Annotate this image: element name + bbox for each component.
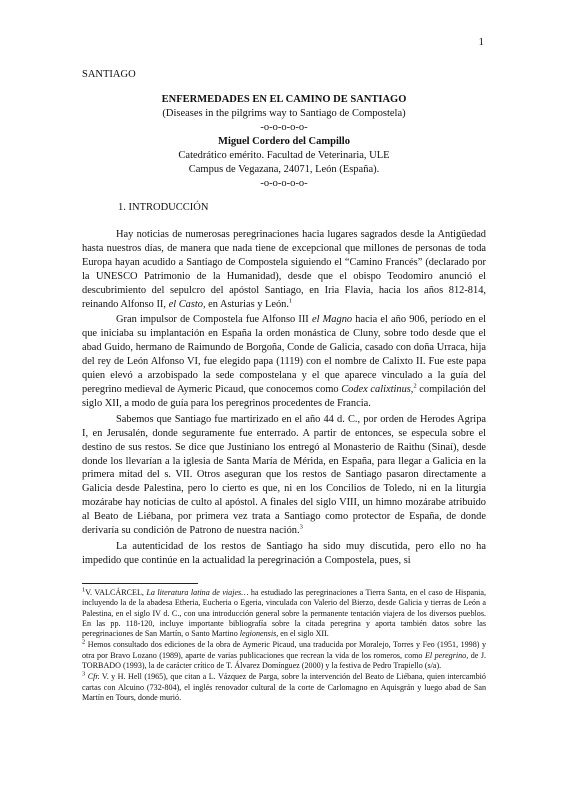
running-head: SANTIAGO bbox=[82, 69, 136, 80]
author-affiliation: Catedrático emérito. Facultad de Veterinaria, ULE bbox=[178, 150, 390, 161]
article-subtitle: (Diseases in the pilgrims way to Santiago de Compostela) bbox=[162, 108, 406, 119]
footnote-3: $^3$ Cfr. V. y H. Hell (1965), que citan a L. Vázquez de Parga, sobre la intervención del Beato de Liébana, quien intercambió cartas con Alcuino (732-804), el inglés renovador cultural de la corte de Carlomagno en Aquisgrán y luego abad de San Martín en Tours, donde murió. bbox=[82, 670, 486, 702]
title-block bbox=[82, 93, 486, 191]
title-separator: -o-o-o-o-o- bbox=[260, 122, 308, 133]
footnote-2: $^2$ Hemos consultado dos ediciones de la obra de Aymeric Picaud, una traducida por Moralejo, Torres y Feo (1951, 1998) y otra por Bravo Lozano (1989), aparte de varias publicaciones que recrean la vida de los romeros, como El peregrino, de J. TORBADO (1993), la de carácter crítico de T. Álvarez Domínguez (2000) y la festiva de Pedro Trapiello (s/a). bbox=[82, 638, 486, 671]
page-number: 1 bbox=[478, 36, 484, 48]
body-text bbox=[82, 228, 486, 568]
footnotes bbox=[82, 588, 486, 704]
author-name: Miguel Cordero del Campillo bbox=[218, 136, 350, 147]
paragraph-2: Gran impulsor de Compostela fue Alfonso III el Magno hacia el año 906, período en el que iniciaba su implantación en España la orden monástica de Cluny, sobre todo desde que el abad Guido, hermano de Raimundo de Borgoña, Conde de Galicia, casado con doña Urraca, hija del rey de León Alfonso VI, fue elegido papa (1119) con el nombre de Calixto II. Fue este papa quien elevó a arzobispado la sede compostelana y el que aparece vinculado a la guía del peregrino medieval de Aymeric Picaud, que conocemos como Codex calixtinus,$^2$ compilación del siglo XII, a modo de guía para los peregrinos procedentes de Francia. bbox=[82, 314, 486, 409]
section-heading: 1. INTRODUCCIÓN bbox=[118, 202, 209, 213]
article-title: ENFERMEDADES EN EL CAMINO DE SANTIAGO bbox=[161, 94, 407, 105]
footnote-rule bbox=[82, 583, 198, 584]
paragraph-3: Sabemos que Santiago fue martirizado en el año 44 d. C., por orden de Herodes Agripa I, en Jerusalén, donde seguramente fue enterrado. A partir de entonces, se especula sobre el destino de sus restos. Se dice que Justiniano los entregó al Monasterio de Raithu (Sinaí), desde donde los llevarían a la iglesia de Santa María de Mérida, en España, para llegar a Galicia en la primera mitad del s. VII. Otros aseguran que los restos de Santiago pasaron directamente a Galicia desde Palestina, pero lo cierto es que, ni en los Concilios de Toledo, ni en la liturgia mozárabe hay noticias de culto al apóstol. A finales del siglo VIII, un himno mozárabe atribuido al Beato de Liébana, por primera vez trata a Santiago como protector de España, de donde derivaría su condición de Patrono de nuestra nación.$^3$ bbox=[82, 413, 486, 537]
footnote-ref-3: 3 bbox=[299, 523, 303, 531]
author-separator: -o-o-o-o-o- bbox=[260, 178, 308, 189]
footnote-1: $^1$V. VALCÁRCEL, La literatura latina de viajes… ha estudiado las peregrinaciones a Tierra Santa, en el caso de Hispania, incluyendo la de la abadesa Etheria, Eucheria o Egeria, vinculada con Valerio del Bierzo, desde Galicia y tierras de León a Palestina, en el siglo IV d. C., con una introducción general sobre la permanente tentación viajera de los diversos pueblos. En las pp. 118-120, incluye importante bibliografía sobre la citada peregrina y aporta también datos sobre las peregrinaciones de San Martín, o Santo Martino legionensis, en el siglo XII. bbox=[82, 586, 487, 639]
paragraph-4: La autenticidad de los restos de Santiago ha sido muy discutida, pero ello no ha impedido que continúe en la actualidad la peregrinación a Compostela, pues, si bbox=[82, 540, 486, 566]
author-address: Campus de Vegazana, 24071, León (España). bbox=[188, 164, 380, 175]
footnote-ref-1: 1 bbox=[288, 297, 293, 305]
paragraph-1: Hay noticias de numerosas peregrinaciones hacia lugares sagrados desde la Antigüedad hasta nuestros días, de manera que nada tiene de excepcional que millones de personas de toda Europa hayan acudido a Santiago de Compostela siguiendo el “Camino Francés” (declarado por la UNESCO Patrimonio de la Humanidad), desde que el obispo Teodomiro anunció el descubrimiento del sepulcro del apóstol Santiago, en Iria Flavia, hacia los años 812-814, reinando Alfonso II, el Casto, en Asturias y León.$^1$ bbox=[82, 229, 486, 310]
footnote-ref-2: 2 bbox=[413, 382, 417, 390]
